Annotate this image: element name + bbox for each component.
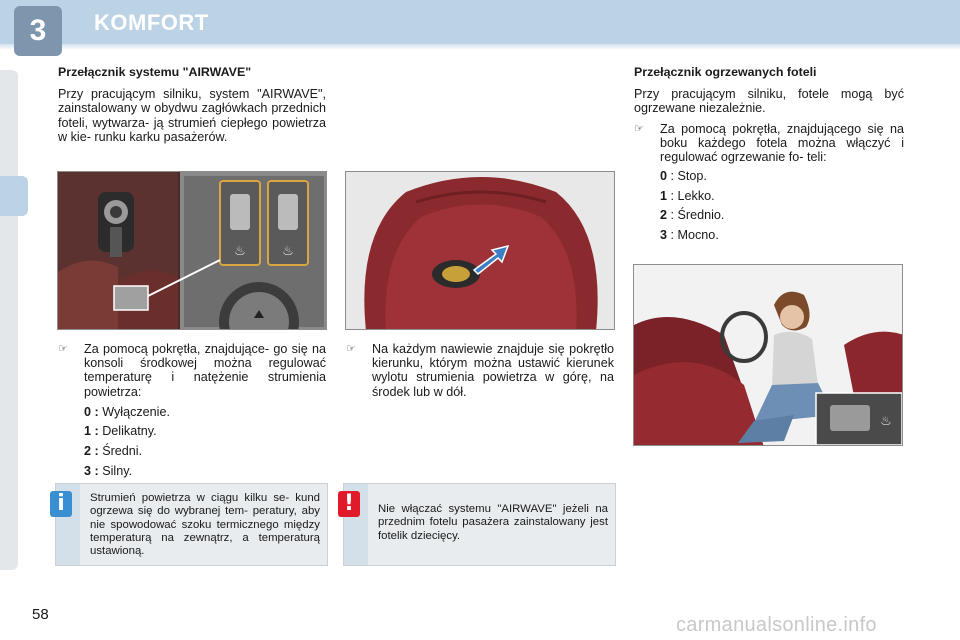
airwave-level-1: 1 : Delikatny. xyxy=(84,424,157,439)
header-band-fade xyxy=(0,44,960,50)
heated-seats-intro: Przy pracującym silniku, fotele mogą być ogrzewane niezależnie. xyxy=(634,87,904,116)
warning-note xyxy=(343,483,616,566)
airwave-control-text: Za pomocą pokrętła, znajdujące- go się na konsoli środkowej można regulować temperaturę i natężenie strumienia powietrza: xyxy=(84,342,326,399)
airwave-level-3: 3 : Silny. xyxy=(84,463,133,478)
heated-seats-bullet xyxy=(634,122,904,165)
heated-level-1: 1 : Lekko. xyxy=(660,188,715,203)
pointing-hand-icon: ☞ xyxy=(58,342,68,355)
warning-icon: ! xyxy=(338,491,360,517)
airwave-section xyxy=(58,65,326,144)
watermark: carmanualsonline.info xyxy=(676,614,877,636)
info-icon: i xyxy=(50,491,72,517)
heated-level-3: 3 : Mocno. xyxy=(660,228,719,242)
seated-driver-photo xyxy=(633,264,903,446)
svg-text:♨: ♨ xyxy=(234,244,246,259)
chapter-side-tab xyxy=(0,176,28,216)
vent-direction xyxy=(346,342,614,399)
chapter-title: KOMFORT xyxy=(94,10,209,35)
heated-seats-control-text: Za pomocą pokrętła, znajdującego się na boku każdego fotela można włączyć i regulować ogrzewanie fo- teli: xyxy=(660,121,904,165)
info-note xyxy=(55,483,328,566)
svg-text:♨: ♨ xyxy=(282,244,294,259)
airwave-level-0: 0 : Wyłączenie. xyxy=(84,404,170,419)
vent-direction-text: Na każdym nawiewie znajduje się pokrętło kierunku, którym można ustawić kierunek wylotu strumienia powietrza w górę, na środek lub w dół. xyxy=(372,342,614,399)
chapter-number: 3 xyxy=(14,6,62,56)
center-console-photo xyxy=(57,171,327,330)
side-strip xyxy=(0,70,18,570)
heated-seats-heading: Przełącznik ogrzewanych foteli xyxy=(634,65,817,79)
airwave-intro: Przy pracującym silniku, system "AIRWAVE", zainstalowany w obydwu zagłówkach przednich foteli, wytwarza- ją strumień ciepłego powietrza w kie- runku karku pasażerów. xyxy=(58,87,326,144)
pointing-hand-icon: ☞ xyxy=(346,342,356,355)
pointing-hand-icon: ☞ xyxy=(634,121,644,135)
info-note-text: Strumień powietrza w ciągu kilku se- kund ogrzewa się do wybranej tem- peratury, aby nie spowodować szoku termicznego między temperaturą na zewnątrz, a temperaturą ustawioną. xyxy=(90,492,320,558)
heated-seats-section xyxy=(634,65,904,244)
svg-text:♨: ♨ xyxy=(880,414,892,429)
headrest-vent-photo xyxy=(345,171,615,330)
page-number: 58 xyxy=(32,606,49,623)
heated-level-0: 0 : Stop. xyxy=(660,169,707,184)
airwave-control xyxy=(58,342,326,479)
heated-level-2: 2 : Średnio. xyxy=(660,208,725,223)
airwave-level-2: 2 : Średni. xyxy=(84,444,143,458)
vent-direction-bullet xyxy=(346,342,614,399)
warning-note-text: Nie włączać systemu "AIRWAVE" jeżeli na przednim fotelu pasażera zainstalowany jest fotelik dziecięcy. xyxy=(378,503,608,542)
airwave-heading: Przełącznik systemu "AIRWAVE" xyxy=(58,65,252,79)
airwave-control-bullet xyxy=(58,342,326,399)
